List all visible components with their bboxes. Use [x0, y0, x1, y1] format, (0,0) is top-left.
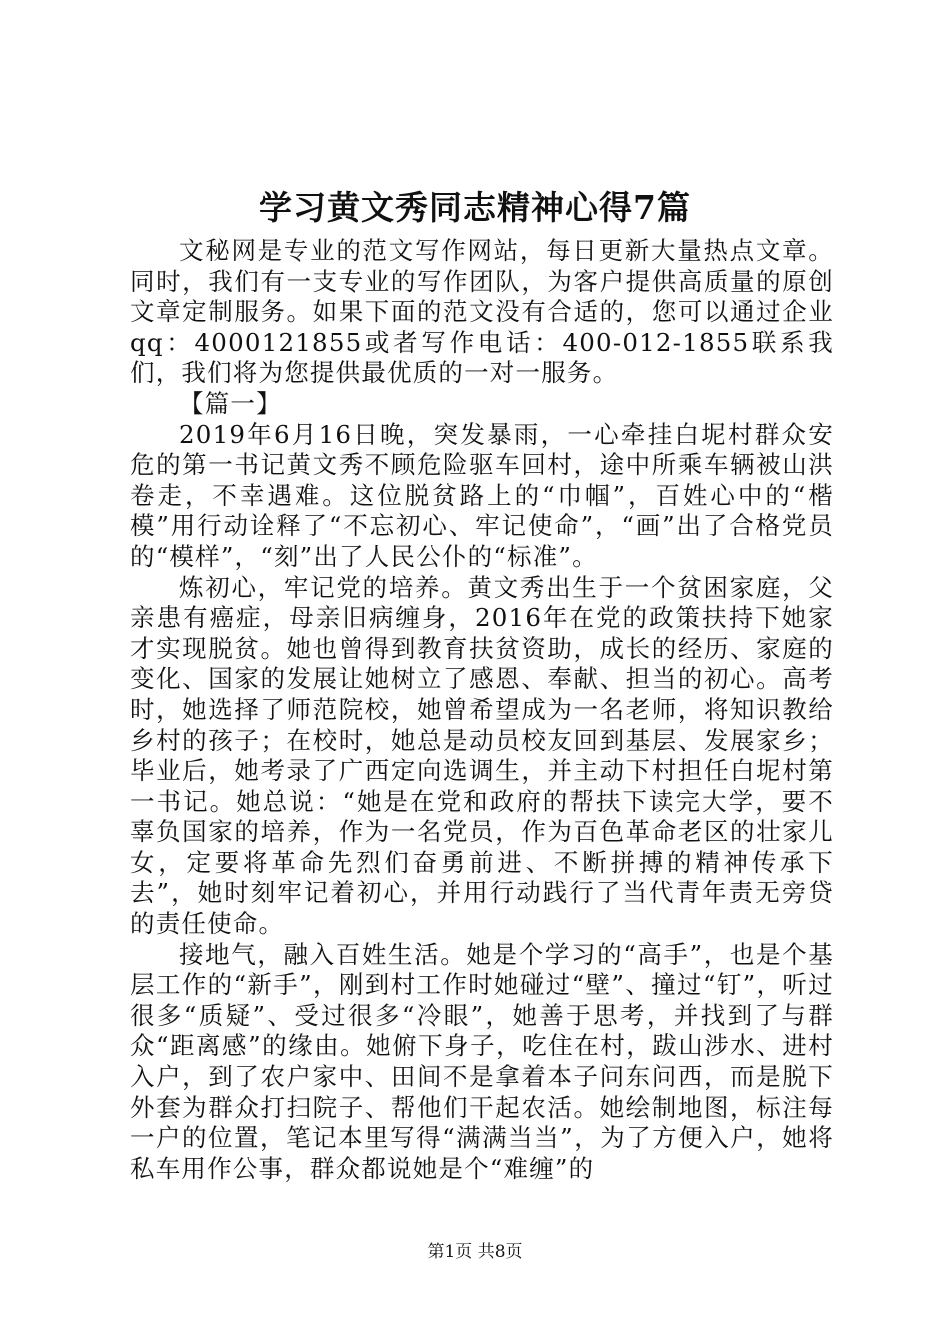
- body-paragraph: 接地气，融入百姓生活。她是个学习的“高手”，也是个基层工作的“新手”，刚到村工作时她碰过“壁”、撞过“钉”，听过很多“质疑”、受过很多“冷眼”，她善于思考，并找到了与群众“距离感”的缘由。她俯下身子，吃住在村，跋山涉水、进村入户，到了农户家中、田间不是拿着本子问东问西，而是脱下外套为群众打扫院子、帮他们干起农活。她绘制地图，标注每一户的位置，笔记本里写得“满满当当”，为了方便入户，她将私车用作公事，群众都说她是个“难缠”的: [130, 939, 834, 1183]
- intro-paragraph: 文秘网是专业的范文写作网站，每日更新大量热点文章。同时，我们有一支专业的写作团队，为客户提供高质量的原创文章定制服务。如果下面的范文没有合适的，您可以通过企业qq：4000121855或者写作电话：400-012-1855联系我们，我们将为您提供最优质的一对一服务。: [130, 236, 834, 388]
- section-heading: 【篇一】: [179, 388, 282, 418]
- document-title: 学习黄文秀同志精神心得7篇: [259, 188, 691, 227]
- body-paragraph: 2019年6月16日晚，突发暴雨，一心牵挂白坭村群众安危的第一书记黄文秀不顾危险驱车回村，途中所乘车辆被山洪卷走，不幸遇难。这位脱贫路上的“巾帼”，百姓心中的“楷模”用行动诠释了“不忘初心、牢记使命”，“画”出了合格党员的“模样”，“刻”出了人民公仆的“标准”。: [130, 419, 834, 571]
- document-body: [130, 236, 834, 1184]
- body-paragraph: 炼初心，牢记党的培养。黄文秀出生于一个贫困家庭，父亲患有癌症，母亲旧病缠身，2016年在党的政策扶持下她家才实现脱贫。她也曾得到教育扶贫资助，成长的经历、家庭的变化、国家的发展让她树立了感恩、奉献、担当的初心。高考时，她选择了师范院校，她曾希望成为一名老师，将知识教给乡村的孩子；在校时，她总是动员校友回到基层、发展家乡；毕业后，她考录了广西定向选调生，并主动下村担任白坭村第一书记。她总说：“她是在党和政府的帮扶下读完大学，要不辜负国家的培养，作为一名党员，作为百色革命老区的壮家儿女，定要将革命先烈们奋勇前进、不断拼搏的精神传承下去”，她时刻牢记着初心，并用行动践行了当代青年责无旁贷的责任使命。: [130, 572, 834, 939]
- page-footer: 第1页 共8页: [427, 1242, 523, 1262]
